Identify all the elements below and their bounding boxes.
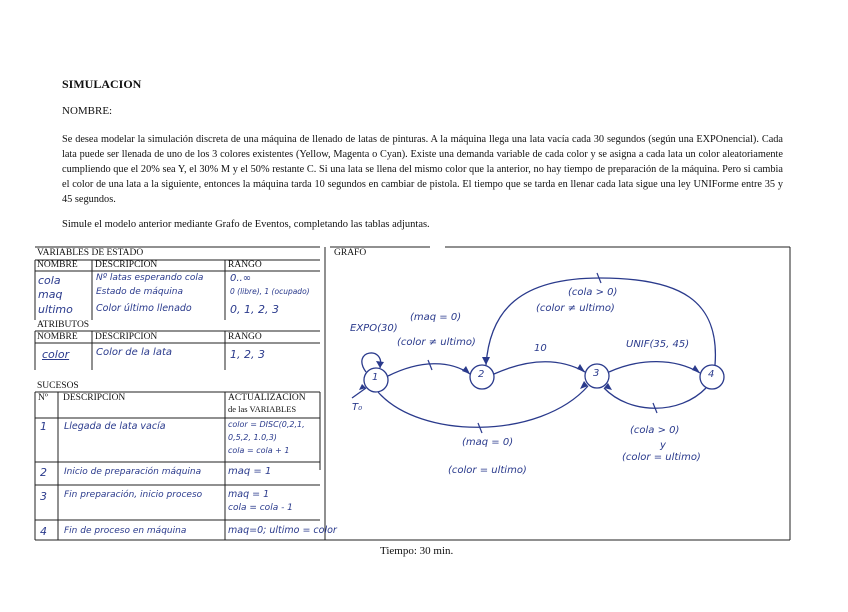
suceso-number: 3 bbox=[40, 490, 47, 503]
graph-label-cond-43a: (cola > 0) bbox=[630, 425, 680, 436]
variable-description: Estado de máquina bbox=[96, 287, 184, 297]
variables-heading: VARIABLES DE ESTADO bbox=[37, 248, 144, 258]
graph-node-label: 2 bbox=[478, 369, 485, 380]
graph-t0-arrow bbox=[352, 388, 366, 398]
variable-range: 0, 1, 2, 3 bbox=[230, 303, 279, 316]
suceso-update: maq = 1 bbox=[228, 466, 272, 477]
graph-label-delay: 10 bbox=[534, 343, 547, 354]
variables-col-descripcion: DESCRIPCION bbox=[95, 260, 158, 270]
graph-label-unif: UNIF(35, 45) bbox=[626, 339, 690, 350]
graph-label-cond-42a: (cola > 0) bbox=[568, 287, 618, 298]
suceso-description: Inicio de preparación máquina bbox=[64, 467, 202, 477]
suceso-description: Llegada de lata vacía bbox=[64, 421, 166, 432]
atributo-range: 1, 2, 3 bbox=[230, 348, 265, 361]
graph-label-cond-42b: (color ≠ ultimo) bbox=[536, 303, 615, 314]
graph-label-cond-13a: (maq = 0) bbox=[462, 437, 514, 448]
sucesos-col-no: Nº bbox=[38, 393, 48, 403]
instruction-text: Simule el modelo anterior mediante Grafo de Eventos, completando las tablas adjuntas. bbox=[62, 219, 430, 230]
atributos-heading: ATRIBUTOS bbox=[37, 320, 90, 330]
atributo-name: color bbox=[42, 348, 70, 361]
suceso-description: Fin preparación, inicio proceso bbox=[64, 490, 203, 500]
variable-description: Color último llenado bbox=[96, 303, 192, 314]
sucesos-heading: SUCESOS bbox=[37, 381, 79, 391]
suceso-number: 2 bbox=[40, 466, 47, 479]
graph-label-cond-43b: y bbox=[660, 440, 666, 451]
suceso-number: 1 bbox=[40, 420, 47, 433]
variables-col-nombre: NOMBRE bbox=[37, 260, 78, 270]
suceso-number: 4 bbox=[40, 525, 47, 538]
graph-edge-3-4 bbox=[609, 362, 700, 373]
page-title: SIMULACION bbox=[62, 77, 142, 91]
sucesos-col-descripcion: DESCRIPCION bbox=[63, 393, 126, 403]
sucesos-col-actualizacion-sub: de las VARIABLES bbox=[228, 404, 297, 414]
graph-label-cond-13b: (color = ultimo) bbox=[448, 465, 527, 476]
graph-node-label: 1 bbox=[372, 372, 379, 383]
graph-node-label: 3 bbox=[593, 368, 600, 379]
variables-col-rango: RANGO bbox=[228, 260, 262, 270]
grafo-heading: GRAFO bbox=[334, 248, 367, 258]
variable-range: 0..∞ bbox=[230, 273, 252, 284]
tiempo-label: Tiempo: 30 min. bbox=[380, 545, 454, 557]
variable-range: 0 (libre), 1 (ocupado) bbox=[230, 287, 310, 296]
variable-description: Nº latas esperando cola bbox=[96, 273, 204, 283]
atributo-description: Color de la lata bbox=[96, 347, 173, 358]
graph-node-label: 4 bbox=[708, 369, 715, 380]
graph-edge-1-3 bbox=[378, 386, 588, 427]
suceso-update: color = DISC(0,2,1, bbox=[228, 420, 305, 429]
atributos-col-rango: RANGO bbox=[228, 332, 262, 342]
suceso-update: cola = cola + 1 bbox=[228, 446, 290, 455]
atributos-col-nombre: NOMBRE bbox=[37, 332, 78, 342]
graph-label-t0: T₀ bbox=[352, 402, 363, 413]
problem-statement: Se desea modelar la simulación discreta de una máquina de llenado de latas de pinturas. A la máquina llega una lata vacía cada 30 segundos (según una EXPOnencial). Cada lata puede ser llenada de uno de los 3 colores existentes (Yellow, Magenta o Cyan). Existe una demanda variable de cada color y se asigna a cada lata un color aleatoriamente cumpliendo que el 20% sea Y, el 30% M y el 50% restante C. Si una lata se llena del mismo color que la anterior, no hay tiempo de preparación de la máquina. Pero si cambia el color de una lata a la siguiente, entonces la máquina tarda 10 segundos en cambiar de pistola. El tiempo que se tarda en llenar cada lata sigue una ley UNIForme entre 35 y 45 segundos. bbox=[62, 134, 783, 205]
variable-name: cola bbox=[38, 274, 61, 287]
suceso-update: 0,5,2, 1.0,3) bbox=[228, 433, 277, 442]
atributos-col-descripcion: DESCRIPCION bbox=[95, 332, 158, 342]
nombre-label: NOMBRE: bbox=[62, 105, 113, 117]
graph-label-expo: EXPO(30) bbox=[350, 323, 398, 334]
suceso-update: maq=0; ultimo = color bbox=[228, 525, 337, 536]
graph-label-cond-43c: (color = ultimo) bbox=[622, 452, 701, 463]
suceso-update: maq = 1 bbox=[228, 489, 270, 500]
graph-label-cond-12a: (maq = 0) bbox=[410, 312, 462, 323]
sucesos-col-actualizacion: ACTUALIZACION bbox=[228, 393, 306, 403]
suceso-update: cola = cola - 1 bbox=[228, 503, 293, 513]
variable-name: ultimo bbox=[38, 303, 73, 316]
graph-edge-1-2 bbox=[388, 364, 470, 376]
graph-edge-2-3 bbox=[494, 362, 585, 374]
variable-name: maq bbox=[38, 288, 63, 301]
graph-label-cond-12b: (color ≠ ultimo) bbox=[397, 337, 476, 348]
suceso-description: Fin de proceso en máquina bbox=[64, 526, 187, 536]
graph-edge-4-3 bbox=[604, 388, 706, 408]
